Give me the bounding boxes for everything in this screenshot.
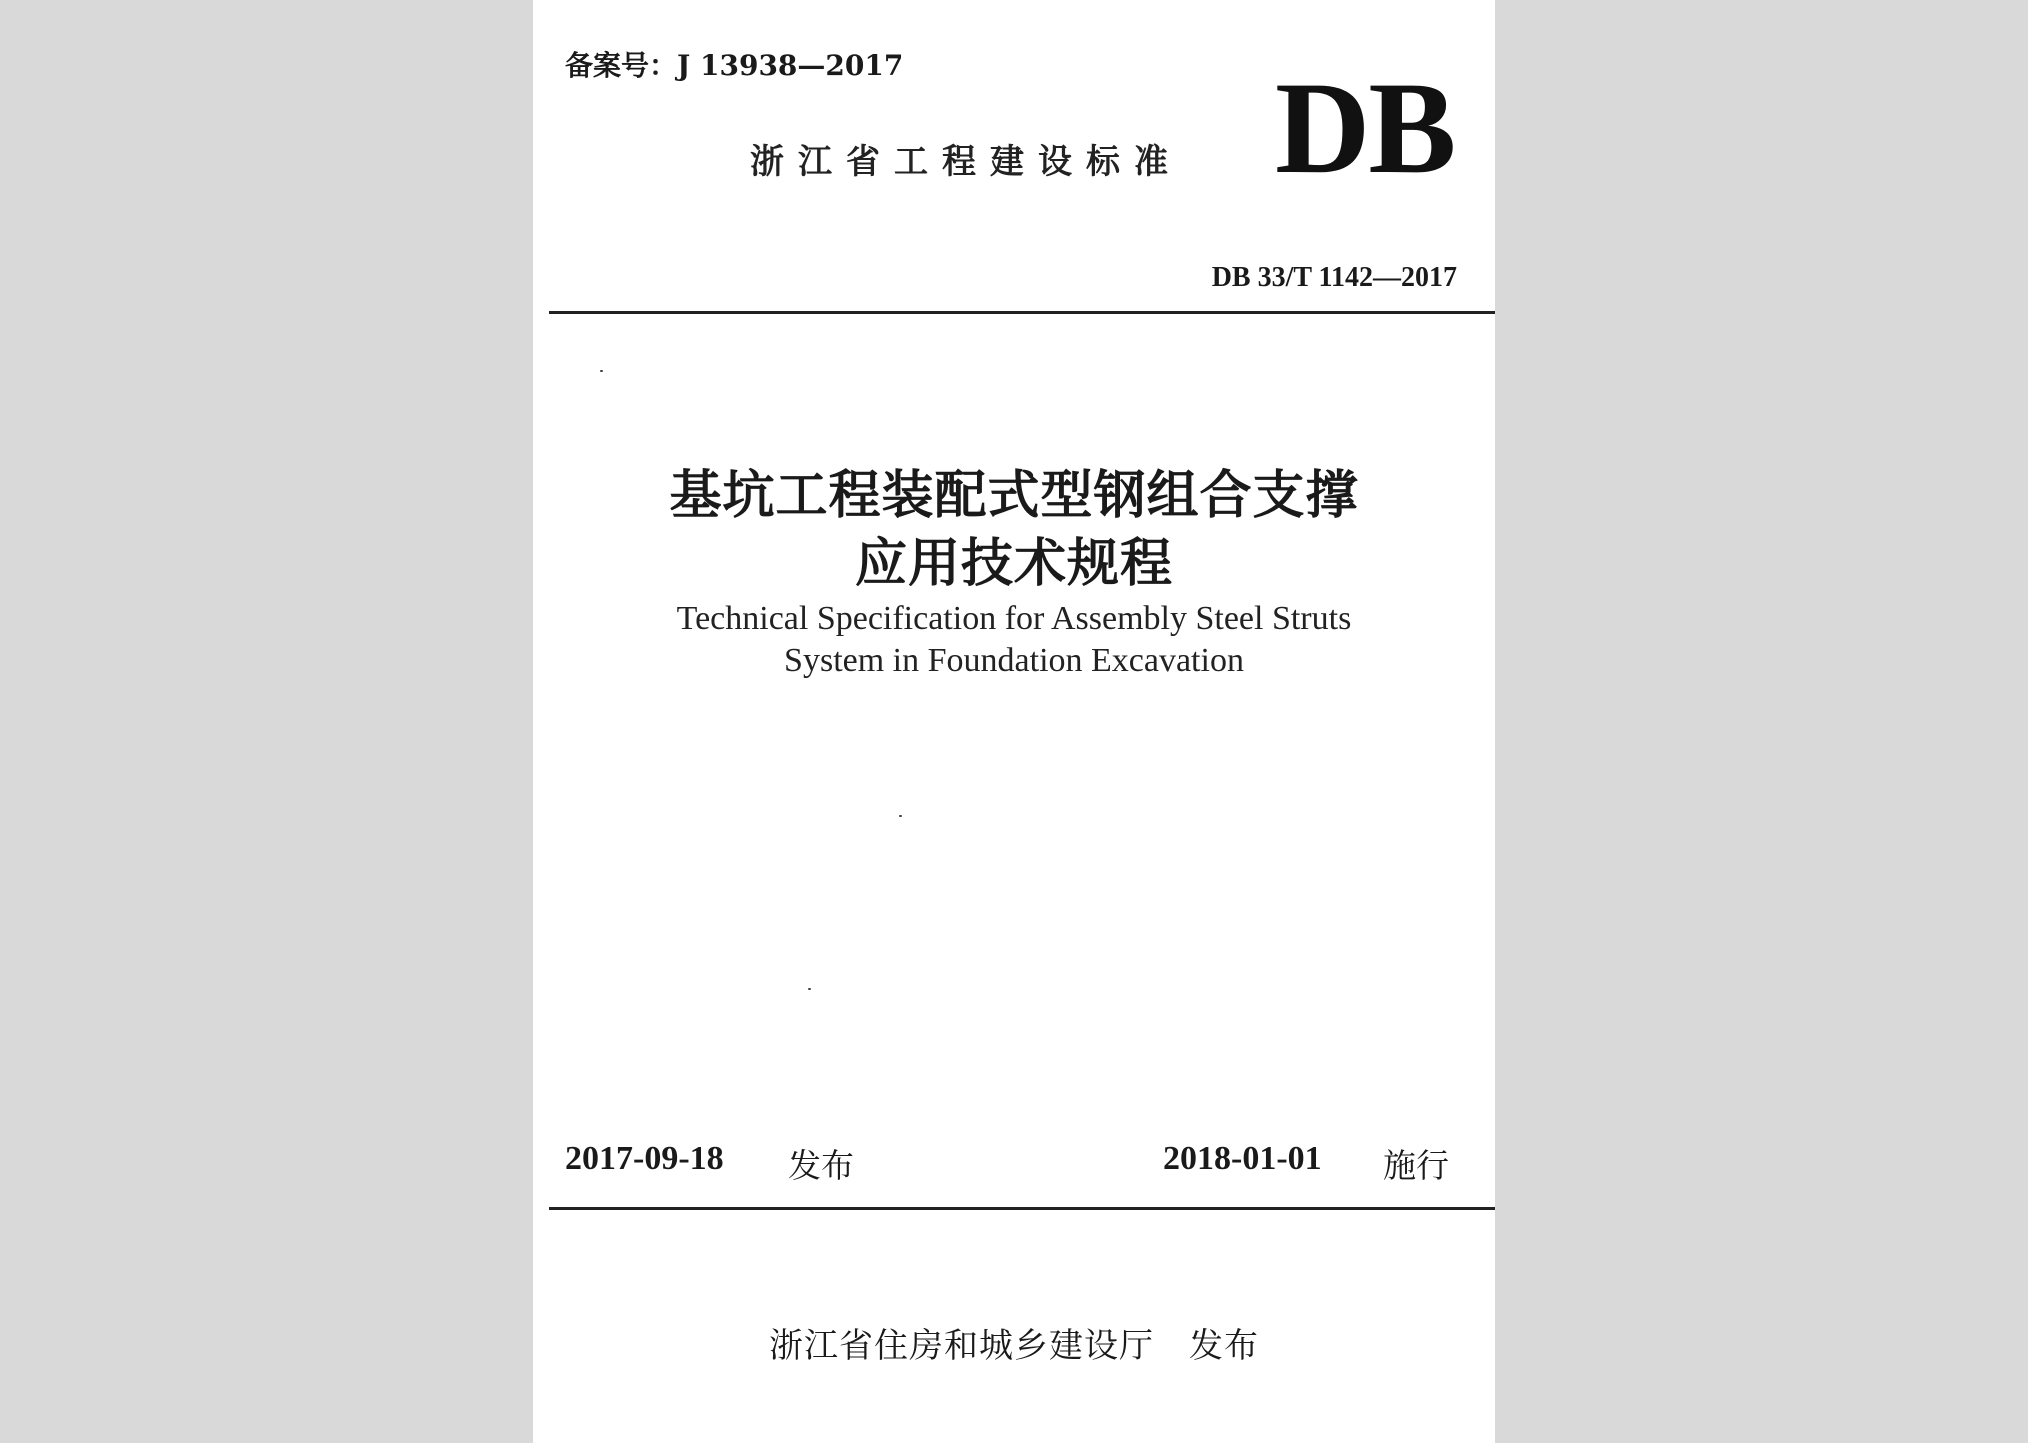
publisher: 浙江省住房和城乡建设厅 发布 (769, 1326, 1259, 1366)
title-chinese (533, 462, 1495, 598)
effective-date: 2018-01-01 (1163, 1140, 1322, 1177)
scan-speck (808, 988, 811, 990)
title-en-line2: System in Foundation Excavation (784, 642, 1244, 679)
effective-label: 施行 (1383, 1146, 1449, 1185)
title-en-line1: Technical Specification for Assembly Steel Struts (676, 600, 1352, 637)
standard-number: DB 33/T 1142—2017 (1211, 262, 1457, 293)
standard-series: 浙江省工程建设标准 (750, 142, 1182, 182)
db-logo: DB (1275, 54, 1455, 201)
bottom-divider (549, 1207, 1495, 1210)
cover-page (533, 0, 1495, 1443)
scan-speck (600, 370, 603, 372)
issue-label: 发布 (788, 1146, 854, 1185)
title-english (533, 598, 1495, 682)
filing-number: 备案号：J 13938—2017 (565, 49, 904, 82)
title-cn-line2: 应用技术规程 (854, 534, 1173, 594)
title-cn-line1: 基坑工程装配式型钢组合支撑 (669, 466, 1359, 526)
top-divider (549, 311, 1495, 314)
issue-date: 2017-09-18 (565, 1140, 724, 1177)
scan-speck (899, 815, 902, 817)
